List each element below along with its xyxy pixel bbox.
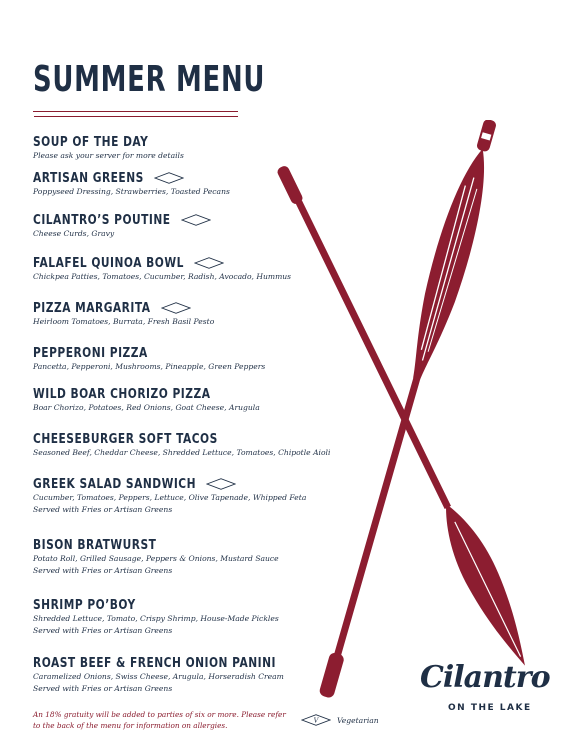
vegetarian-icon (161, 302, 191, 314)
menu-item (33, 386, 260, 414)
menu-item-description: Shredded Lettuce, Tomato, Crispy Shrimp, House-Made Pickles (33, 614, 279, 623)
menu-item-tail (150, 345, 154, 361)
menu-item-name: CHEESEBURGER SOFT TACOS (33, 432, 218, 447)
menu-item-description: Served with Fries or Artisan Greens (33, 684, 173, 693)
menu-item-description: Boar Chorizo, Potatoes, Red Onions, Goat Cheese, Arugula (33, 403, 260, 412)
menu-item (33, 134, 184, 162)
menu-item-description: Served with Fries or Artisan Greens (33, 505, 173, 514)
menu-item-tail (198, 476, 236, 492)
menu-item-header (33, 476, 306, 492)
menu-item-tail (173, 212, 211, 228)
menu-item-description: Please ask your server for more details (33, 151, 184, 160)
menu-item (33, 300, 214, 328)
title-rule-top (33, 111, 238, 112)
menu-item-tail (146, 170, 184, 186)
menu-item-header (33, 255, 291, 271)
vegetarian-icon (181, 214, 211, 226)
vegetarian-legend-label: Vegetarian (337, 715, 379, 725)
vegetarian-icon (154, 172, 184, 184)
menu-item (33, 537, 279, 577)
menu-item-tail (138, 597, 142, 613)
crossed-oars-illustration (270, 120, 581, 745)
menu-item (33, 476, 306, 516)
menu-item-name: BISON BRATWURST (33, 538, 157, 553)
menu-item-tail (186, 255, 224, 271)
menu-item-description: Served with Fries or Artisan Greens (33, 626, 173, 635)
menu-item-description: Cucumber, Tomatoes, Peppers, Lettuce, Olive Tapenade, Whipped Feta (33, 493, 307, 502)
menu-item-name: SHRIMP PO’BOY (33, 598, 136, 613)
menu-item-name: ARTISAN GREENS (33, 171, 144, 186)
menu-item-description: Seasoned Beef, Cheddar Cheese, Shredded Lettuce, Tomatoes, Chipotle Aioli (33, 448, 331, 457)
menu-item-header (33, 300, 214, 316)
vegetarian-icon-letter: V (313, 716, 319, 725)
menu-item-tail (220, 431, 224, 447)
menu-item-header (33, 170, 230, 186)
cilantro-logo-script: Cilantro (420, 660, 550, 695)
menu-item-tail (150, 134, 154, 150)
vegetarian-icon (206, 478, 236, 490)
menu-item-description: Heirloom Tomatoes, Burrata, Fresh Basil Pesto (33, 317, 215, 326)
menu-item-description: Chickpea Patties, Tomatoes, Cucumber, Radish, Avocado, Hummus (33, 272, 292, 281)
menu-item (33, 255, 291, 283)
menu-item-header (33, 386, 260, 402)
menu-item-tail (212, 386, 216, 402)
menu-item-header (33, 212, 201, 228)
menu-item (33, 345, 265, 373)
menu-item-tail (158, 537, 162, 553)
menu-item-header (33, 537, 279, 553)
vegetarian-icon (194, 257, 224, 269)
menu-item-name: ROAST BEEF & FRENCH ONION PANINI (33, 656, 276, 671)
menu-item-header (33, 345, 265, 361)
menu-item-header (33, 134, 184, 150)
menu-item-name: PEPPERONI PIZZA (33, 346, 148, 361)
menu-item-description: Poppyseed Dressing, Strawberries, Toasted Pecans (33, 187, 230, 196)
menu-item-name: WILD BOAR CHORIZO PIZZA (33, 387, 211, 402)
menu-item-header (33, 597, 279, 613)
menu-item-description: Served with Fries or Artisan Greens (33, 566, 173, 575)
menu-item-name: PIZZA MARGARITA (33, 301, 151, 316)
on-the-lake-tagline: ON THE LAKE (448, 703, 532, 713)
menu-item-description: Potato Roll, Grilled Sausage, Peppers & Onions, Mustard Sauce (33, 554, 279, 563)
menu-item (33, 212, 201, 240)
menu-item-name: GREEK SALAD SANDWICH (33, 477, 197, 492)
gratuity-footnote: An 18% gratuity will be added to parties of six or more. Please refer to the back of the menu for information on allergies. (33, 710, 286, 730)
menu-item-name: CILANTRO’S POUTINE (33, 213, 171, 228)
menu-item-name: FALAFEL QUINOA BOWL (33, 256, 184, 271)
menu-item (33, 597, 279, 637)
oar-right-icon (309, 120, 507, 701)
menu-item (33, 170, 230, 198)
menu-item-description: Cheese Curds, Gravy (33, 229, 115, 238)
menu-item-tail (153, 300, 191, 316)
menu-item-description: Pancetta, Pepperoni, Mushrooms, Pineapple, Green Peppers (33, 362, 266, 371)
menu-item-description: Caramelized Onions, Swiss Cheese, Arugula, Horseradish Cream (33, 672, 284, 681)
menu-item-name: SOUP OF THE DAY (33, 135, 149, 150)
title-rule-bottom (34, 116, 238, 117)
menu-title: SUMMER MENU (33, 59, 266, 100)
